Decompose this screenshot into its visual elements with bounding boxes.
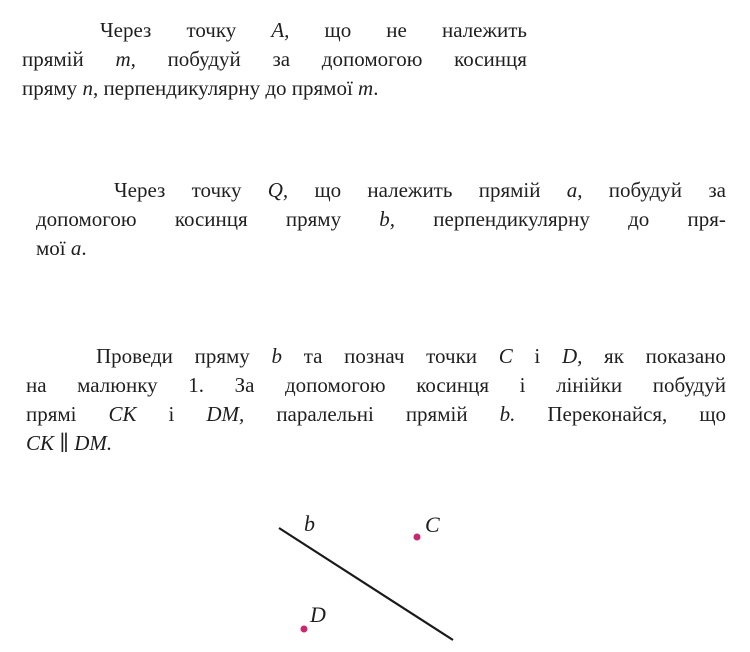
word: і [519, 373, 526, 397]
word: прямій [405, 402, 468, 426]
task-2-text [36, 176, 726, 263]
word: пряму [285, 207, 342, 231]
word: допомогою [285, 373, 386, 397]
word: та [303, 344, 323, 368]
task-2-line-3: мої a. [36, 236, 87, 260]
task-1-line-1 [22, 16, 527, 45]
word: належить [441, 18, 527, 42]
word: точки [426, 344, 478, 368]
word: точку [191, 178, 242, 202]
word: допомогою [36, 207, 137, 231]
word: m, [115, 47, 136, 71]
task-2-line-2 [36, 205, 726, 234]
word: побудуй [167, 47, 241, 71]
word: перпендикулярну [433, 207, 590, 231]
task-1-line-2 [22, 45, 527, 74]
word: побудуй [608, 178, 683, 202]
figure-1 [260, 505, 480, 650]
task-3-line-1 [26, 342, 726, 371]
word: Через [100, 18, 152, 42]
word: показано [645, 344, 726, 368]
word: за [708, 178, 726, 202]
task-2-line-1 [36, 176, 726, 205]
word: лінійки [556, 373, 623, 397]
word: допомогою [321, 47, 423, 71]
word: прямій [22, 47, 84, 71]
word: За [234, 373, 255, 397]
word: 1. [188, 373, 204, 397]
word: C [498, 344, 513, 368]
word: CK [108, 402, 137, 426]
word: a, [566, 178, 583, 202]
word: паралельні [276, 402, 374, 426]
word: косинця [416, 373, 490, 397]
word: не [386, 18, 407, 42]
word: що [314, 178, 342, 202]
word: косинця [454, 47, 527, 71]
word: познач [344, 344, 405, 368]
word: і [534, 344, 541, 368]
point-c-label: C [425, 512, 440, 537]
task-3-text [26, 342, 726, 458]
task-3-line-2 [26, 371, 726, 400]
point-d [301, 626, 308, 633]
word: Через [114, 178, 166, 202]
task-1-text [22, 16, 527, 103]
word: за [272, 47, 291, 71]
word: малюнку [77, 373, 158, 397]
word: прямі [26, 402, 77, 426]
word: на [26, 373, 47, 397]
word: DM, [206, 402, 245, 426]
point-c [414, 534, 421, 541]
word: D, [561, 344, 583, 368]
word: b [271, 344, 282, 368]
word: як [604, 344, 624, 368]
task-3-line-3 [26, 400, 726, 429]
word: що [699, 402, 726, 426]
word: b, [379, 207, 396, 231]
word: Q, [267, 178, 289, 202]
task-1-line-3: пряму n, перпендикулярну до прямої m. [22, 76, 379, 100]
word: побудуй [652, 373, 726, 397]
line-b [279, 528, 453, 640]
word: Переконайся, [547, 402, 668, 426]
word: косинця [174, 207, 248, 231]
word: пря- [687, 207, 726, 231]
word: точку [186, 18, 237, 42]
word: прямій [478, 178, 541, 202]
word: належить [367, 178, 453, 202]
word: пряму [194, 344, 250, 368]
word: Проведи [96, 344, 173, 368]
word: b. [499, 402, 516, 426]
word: і [168, 402, 175, 426]
parallel-statement: CK ∥ DM. [26, 431, 113, 455]
word: що [324, 18, 352, 42]
word: A, [271, 18, 290, 42]
point-d-label: D [310, 602, 326, 627]
line-b-label: b [304, 511, 315, 536]
word: до [628, 207, 650, 231]
task-3-line-4 [26, 429, 726, 458]
